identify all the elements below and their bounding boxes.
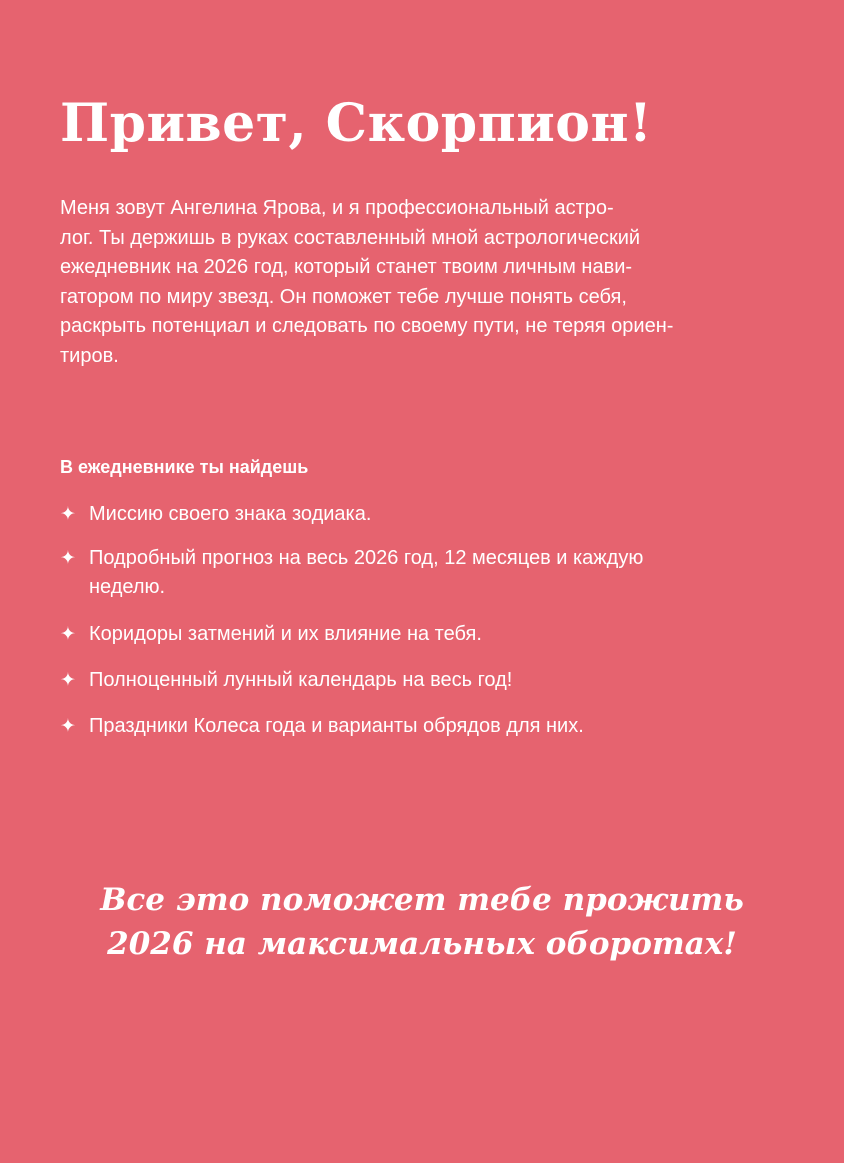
feature-text	[89, 500, 760, 529]
feature-line: Полноценный лунный календарь на весь год!	[89, 669, 513, 691]
feature-item	[60, 500, 760, 529]
sparkle-star-icon: ✦	[60, 715, 76, 737]
feature-text	[89, 544, 760, 602]
sparkle-star-icon: ✦	[60, 669, 76, 691]
closing-statement	[0, 878, 844, 966]
feature-text	[89, 666, 760, 695]
intro-line: тиров.	[60, 344, 119, 367]
sparkle-star-icon: ✦	[60, 547, 76, 569]
sparkle-star-icon: ✦	[60, 623, 76, 645]
intro-line: ежедневник на 2026 год, который станет твоим личным нави-	[60, 256, 633, 278]
intro-line: гатором по миру звезд. Он поможет тебе лучше понять себя,	[60, 285, 627, 308]
closing-line: 2026 на максимальных оборотах!	[107, 926, 737, 962]
feature-line: Миссию своего знака зодиака.	[89, 503, 372, 525]
feature-text	[89, 712, 760, 741]
intro-paragraph	[60, 194, 750, 371]
feature-item	[60, 666, 760, 695]
feature-item	[60, 712, 760, 741]
features-heading: В ежедневнике ты найдешь	[60, 457, 309, 477]
page-title: Привет, Скорпион!	[60, 93, 653, 154]
closing-line: Все это поможет тебе прожить	[100, 882, 744, 918]
feature-item	[60, 620, 760, 649]
sparkle-star-icon: ✦	[60, 503, 76, 525]
feature-line: Коридоры затмений и их влияние на тебя.	[89, 623, 482, 645]
intro-line: раскрыть потенциал и следовать по своему пути, не теряя ориен-	[60, 315, 674, 337]
feature-line: Подробный прогноз на весь 2026 год, 12 месяцев и каждую	[89, 547, 644, 569]
intro-line: Меня зовут Ангелина Ярова, и я профессиональный астро-	[60, 197, 614, 219]
feature-line: неделю.	[89, 576, 166, 598]
feature-text	[89, 620, 760, 649]
feature-line: Праздники Колеса года и варианты обрядов для них.	[89, 715, 584, 737]
intro-line: лог. Ты держишь в руках составленный мной астрологический	[60, 226, 641, 249]
feature-item	[60, 544, 760, 602]
